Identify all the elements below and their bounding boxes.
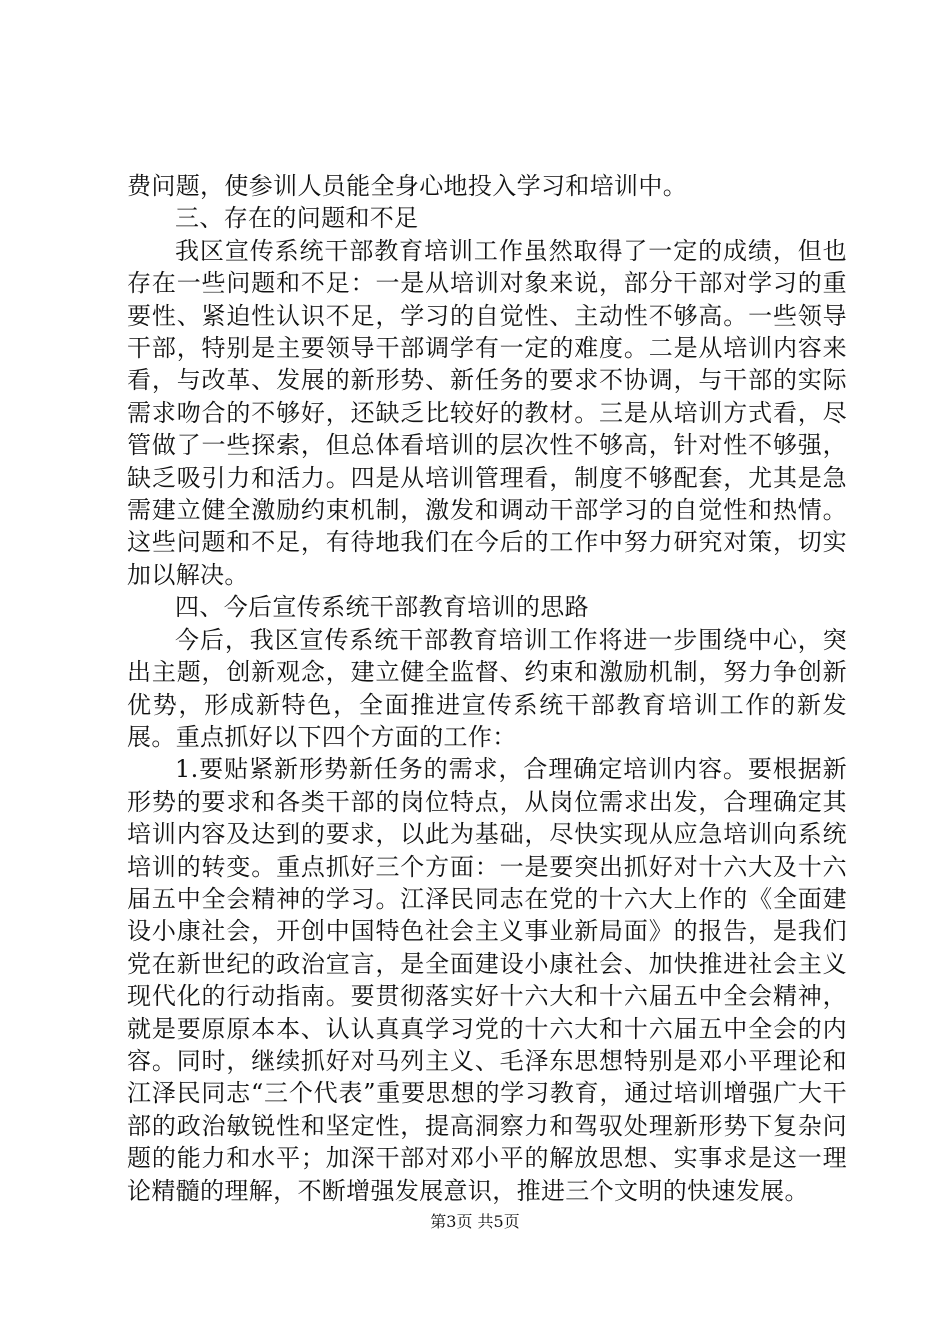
paragraph-future-plans: 今后，我区宣传系统干部教育培训工作将进一步围绕中心，突出主题，创新观念，建立健全监督、约束和激励机制，努力争创新优势，形成新特色，全面推进宣传系统干部教育培训工作的新发展。重点抓好以下四个方面的工作：	[127, 625, 847, 751]
paragraph-continuation: 费问题，使参训人员能全身心地投入学习和培训中。	[127, 172, 688, 200]
document-body	[127, 170, 847, 1207]
paragraph-item-1: 1.要贴紧新形势新任务的需求，合理确定培训内容。要根据新形势的要求和各类干部的岗位特点，从岗位需求出发，合理确定其培训内容及达到的要求，以此为基础，尽快实现从应急培训向系统培训的转变。重点抓好三个方面：一是要突出抓好对十六大及十六届五中全会精神的学习。江泽民同志在党的十六大上作的《全面建设小康社会，开创中国特色社会主义事业新局面》的报告，是我们党在新世纪的政治宣言，是全面建设小康社会、加快推进社会主义现代化的行动指南。要贯彻落实好十六大和十六届五中全会精神，就是要原原本本、认认真真学习党的十六大和十六届五中全会的内容。同时，继续抓好对马列主义、毛泽东思想特别是邓小平理论和江泽民同志“三个代表”重要思想的学习教育，通过培训增强广大干部的政治敏锐性和坚定性，提高洞察力和驾驭处理新形势下复杂问题的能力和水平；加深干部对邓小平的解放思想、实事求是这一理论精髓的理解，不断增强发展意识，推进三个文明的快速发展。	[127, 755, 847, 1205]
page-footer: 第3页 共5页	[430, 1212, 520, 1231]
section-heading-3: 三、存在的问题和不足	[175, 204, 419, 233]
section-heading-4: 四、今后宣传系统干部教育培训的思路	[175, 593, 589, 622]
paragraph-problems: 我区宣传系统干部教育培训工作虽然取得了一定的成绩，但也存在一些问题和不足：一是从培训对象来说，部分干部对学习的重要性、紧迫性认识不足，学习的自觉性、主动性不够高。一些领导干部，特别是主要领导干部调学有一定的难度。二是从培训内容来看，与改革、发展的新形势、新任务的要求不协调，与干部的实际需求吻合的不够好，还缺乏比较好的教材。三是从培训方式看，尽管做了一些探索，但总体看培训的层次性不够高，针对性不够强，缺乏吸引力和活力。四是从培训管理看，制度不够配套，尤其是急需建立健全激励约束机制，激发和调动干部学习的自觉性和热情。这些问题和不足，有待地我们在今后的工作中努力研究对策，切实加以解决。	[127, 236, 847, 589]
